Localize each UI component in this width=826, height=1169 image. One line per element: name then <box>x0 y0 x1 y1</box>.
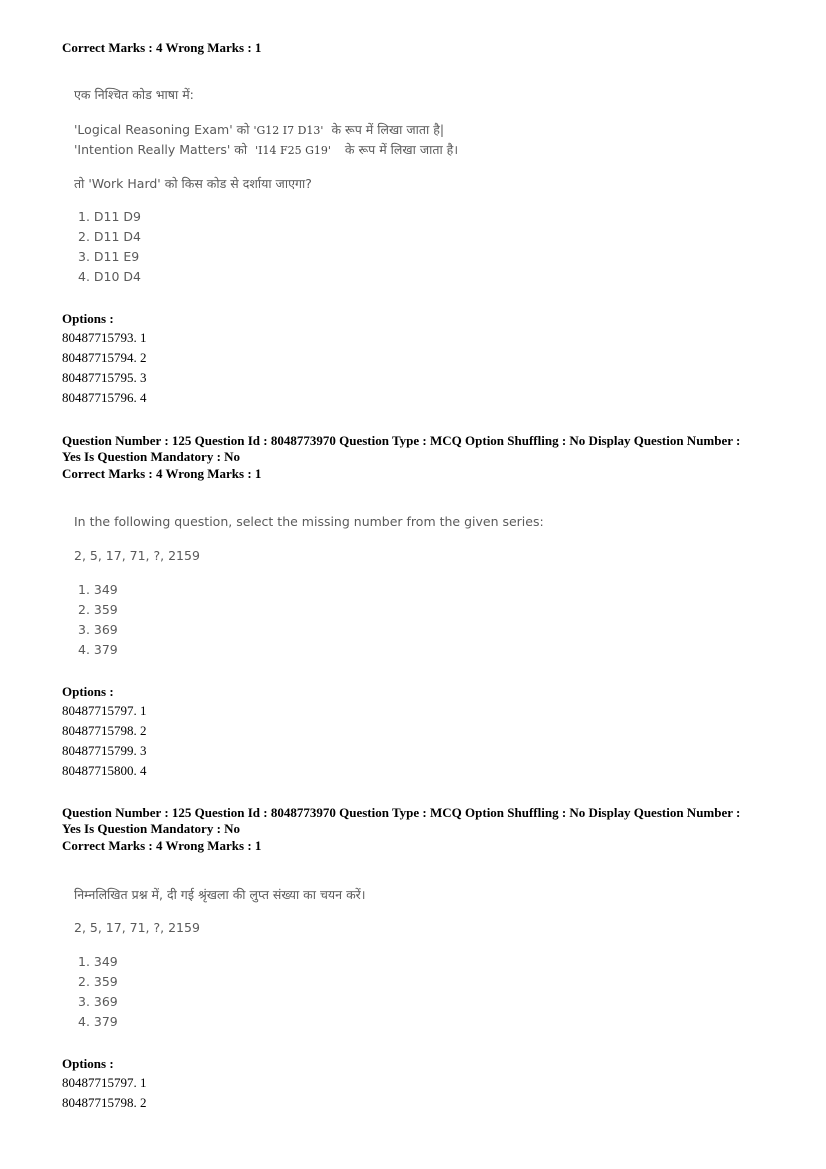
question-header-cont: Yes Is Question Mandatory : No <box>62 449 241 464</box>
option-item: 80487715800. 4 <box>62 763 147 778</box>
choice-3: 3. D11 E9 <box>78 249 140 264</box>
option-item: 80487715796. 4 <box>62 390 147 405</box>
question-text: निम्नलिखित प्रश्न में, दी गई श्रृंखला की लुप्त संख्या का चयन करें। <box>74 887 366 902</box>
number-series: 2, 5, 17, 71, ?, 2159 <box>74 548 200 563</box>
question-line-2 <box>74 141 458 158</box>
number-series: 2, 5, 17, 71, ?, 2159 <box>74 920 200 935</box>
choice-2: 2. 359 <box>78 974 118 989</box>
choice-2: 2. D11 D4 <box>78 229 141 244</box>
option-item: 80487715795. 3 <box>62 370 147 385</box>
choice-1: 1. 349 <box>78 582 118 597</box>
question-line-1-code: 'G12 I7 D13' <box>253 124 324 137</box>
question-text: तो 'Work Hard' को किस कोड से दर्शाया जाएगा? <box>74 176 312 191</box>
option-item: 80487715797. 1 <box>62 703 147 718</box>
question-line-1-text: 'Logical Reasoning Exam' को <box>74 122 250 137</box>
option-item: 80487715798. 2 <box>62 723 147 738</box>
options-label: Options : <box>62 684 114 699</box>
question-line-1-suffix: के रूप में लिखा जाता है| <box>331 122 445 137</box>
question-text: In the following question, select the missing number from the given series: <box>74 514 544 529</box>
question-intro: एक निश्चित कोड भाषा में: <box>74 87 194 102</box>
choice-3: 3. 369 <box>78 994 118 1009</box>
option-item: 80487715798. 2 <box>62 1095 147 1110</box>
choice-1: 1. 349 <box>78 954 118 969</box>
options-label: Options : <box>62 1056 114 1071</box>
choice-4: 4. D10 D4 <box>78 269 141 284</box>
question-line-2-code: 'I14 F25 G19' <box>255 144 331 157</box>
question-line-2-text: 'Intention Really Matters' को <box>74 142 248 157</box>
choice-3: 3. 369 <box>78 622 118 637</box>
choice-2: 2. 359 <box>78 602 118 617</box>
question-header: Question Number : 125 Question Id : 8048773970 Question Type : MCQ Option Shuffling : No Display Question Number : <box>62 805 741 820</box>
option-item: 80487715794. 2 <box>62 350 147 365</box>
options-label: Options : <box>62 311 114 326</box>
correct-marks-line: Correct Marks : 4 Wrong Marks : 1 <box>62 838 262 853</box>
option-item: 80487715799. 3 <box>62 743 147 758</box>
correct-marks-line: Correct Marks : 4 Wrong Marks : 1 <box>62 40 262 55</box>
correct-marks-line: Correct Marks : 4 Wrong Marks : 1 <box>62 466 262 481</box>
choice-1: 1. D11 D9 <box>78 209 141 224</box>
choice-4: 4. 379 <box>78 642 118 657</box>
option-item: 80487715793. 1 <box>62 330 147 345</box>
question-header-cont: Yes Is Question Mandatory : No <box>62 821 241 836</box>
question-header: Question Number : 125 Question Id : 8048773970 Question Type : MCQ Option Shuffling : No Display Question Number : <box>62 433 741 448</box>
question-line-1 <box>74 121 444 138</box>
question-line-2-suffix: के रूप में लिखा जाता है। <box>344 142 459 157</box>
choice-4: 4. 379 <box>78 1014 118 1029</box>
option-item: 80487715797. 1 <box>62 1075 147 1090</box>
